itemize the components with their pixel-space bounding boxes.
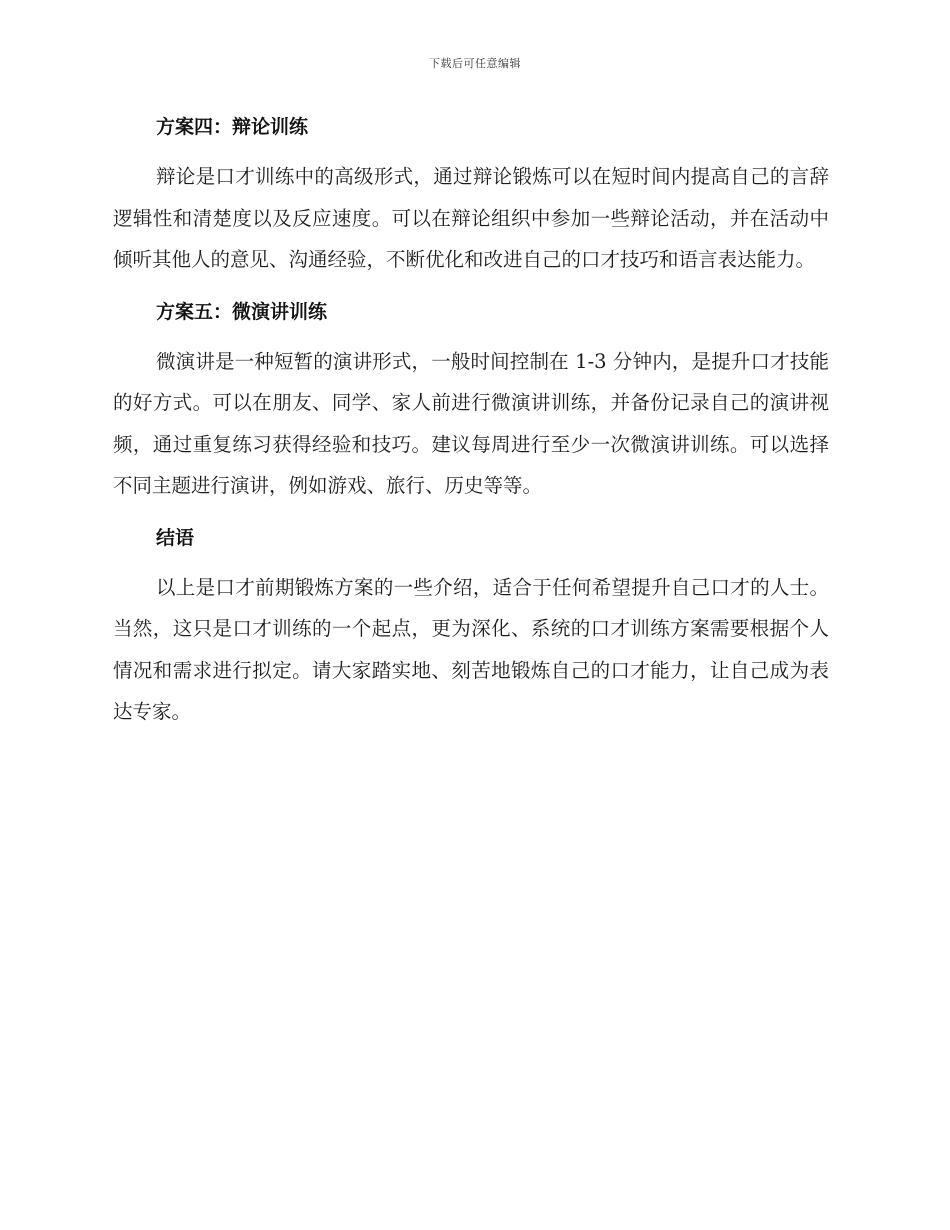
section-conclusion [113,521,829,733]
section-heading: 结语 [156,526,195,549]
document-body [113,110,829,743]
section-heading: 方案五：微演讲训练 [156,300,328,323]
section-micro-speech-training [113,295,829,507]
page-header: 下载后可任意编辑 [429,57,521,70]
section-paragraph: 微演讲是一种短暂的演讲形式，一般时间控制在 1-3 分钟内，是提升口才技能的好方式。可以在朋友、同学、家人前进行微演讲训练，并备份记录自己的演讲视频，通过重复练习获得经验和技巧。建议每周进行至少一次微演讲训练。可以选择不同主题进行演讲，例如游戏、旅行、历史等等。 [113,349,829,497]
section-heading: 方案四：辩论训练 [156,116,309,138]
section-paragraph: 以上是口才前期锻炼方案的一些介绍，适合于任何希望提升自己口才的人士。当然，这只是口才训练的一个起点，更为深化、系统的口才训练方案需要根据个人情况和需求进行拟定。请大家踏实地、刻苦地锻炼自己的口才能力，让自己成为表达专家。 [113,575,829,723]
section-paragraph: 辩论是口才训练中的高级形式，通过辩论锻炼可以在短时间内提高自己的言辞逻辑性和清楚度以及反应速度。可以在辩论组织中参加一些辩论活动，并在活动中倾听其他人的意见、沟通经验，不断优化和改进自己的口才技巧和语言表达能力。 [113,165,829,271]
section-debate-training [113,110,829,281]
